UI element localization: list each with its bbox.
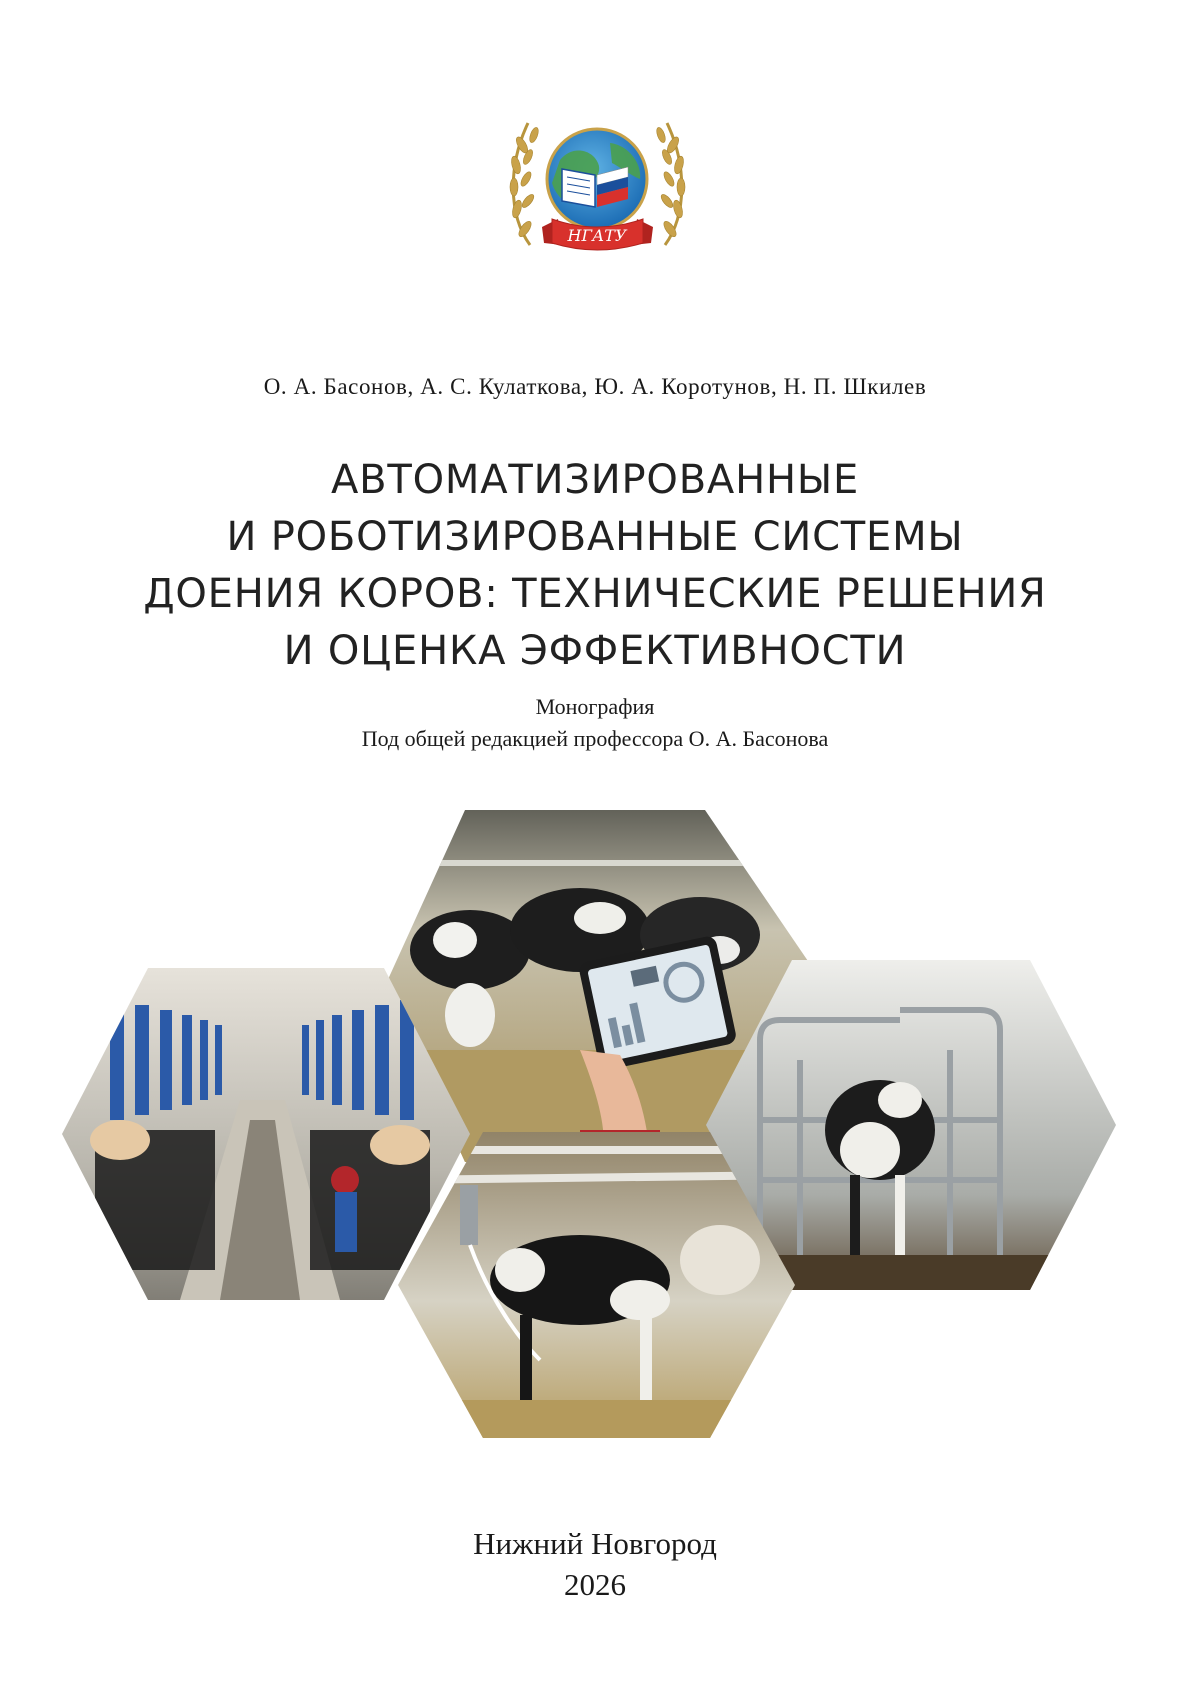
logo-label: НГАТУ	[567, 226, 627, 245]
subtitle	[0, 691, 1190, 755]
publication-info	[0, 1523, 1190, 1605]
title-line: И ОЦЕНКА ЭФФЕКТИВНОСТИ	[283, 628, 907, 674]
publication-city: Нижний Новгород	[473, 1526, 717, 1561]
title-line: ДОЕНИЯ КОРОВ: ТЕХНИЧЕСКИЕ РЕШЕНИЯ	[143, 571, 1047, 617]
title-line: И РОБОТИЗИРОВАННЫЕ СИСТЕМЫ	[226, 514, 964, 560]
publication-year: 2026	[564, 1567, 626, 1602]
university-logo	[500, 105, 695, 265]
university-emblem-icon	[500, 105, 695, 265]
authors: О. А. Басонов, А. С. Кулаткова, Ю. А. Коротунов, Н. П. Шкилев	[263, 374, 927, 399]
title-line: АВТОМАТИЗИРОВАННЫЕ	[330, 457, 860, 503]
book-title	[0, 452, 1190, 680]
hexagon-photo-collage	[0, 800, 1190, 1480]
publication-type: Монография	[535, 694, 655, 719]
editor-line: Под общей редакцией профессора О. А. Басонова	[361, 726, 829, 751]
